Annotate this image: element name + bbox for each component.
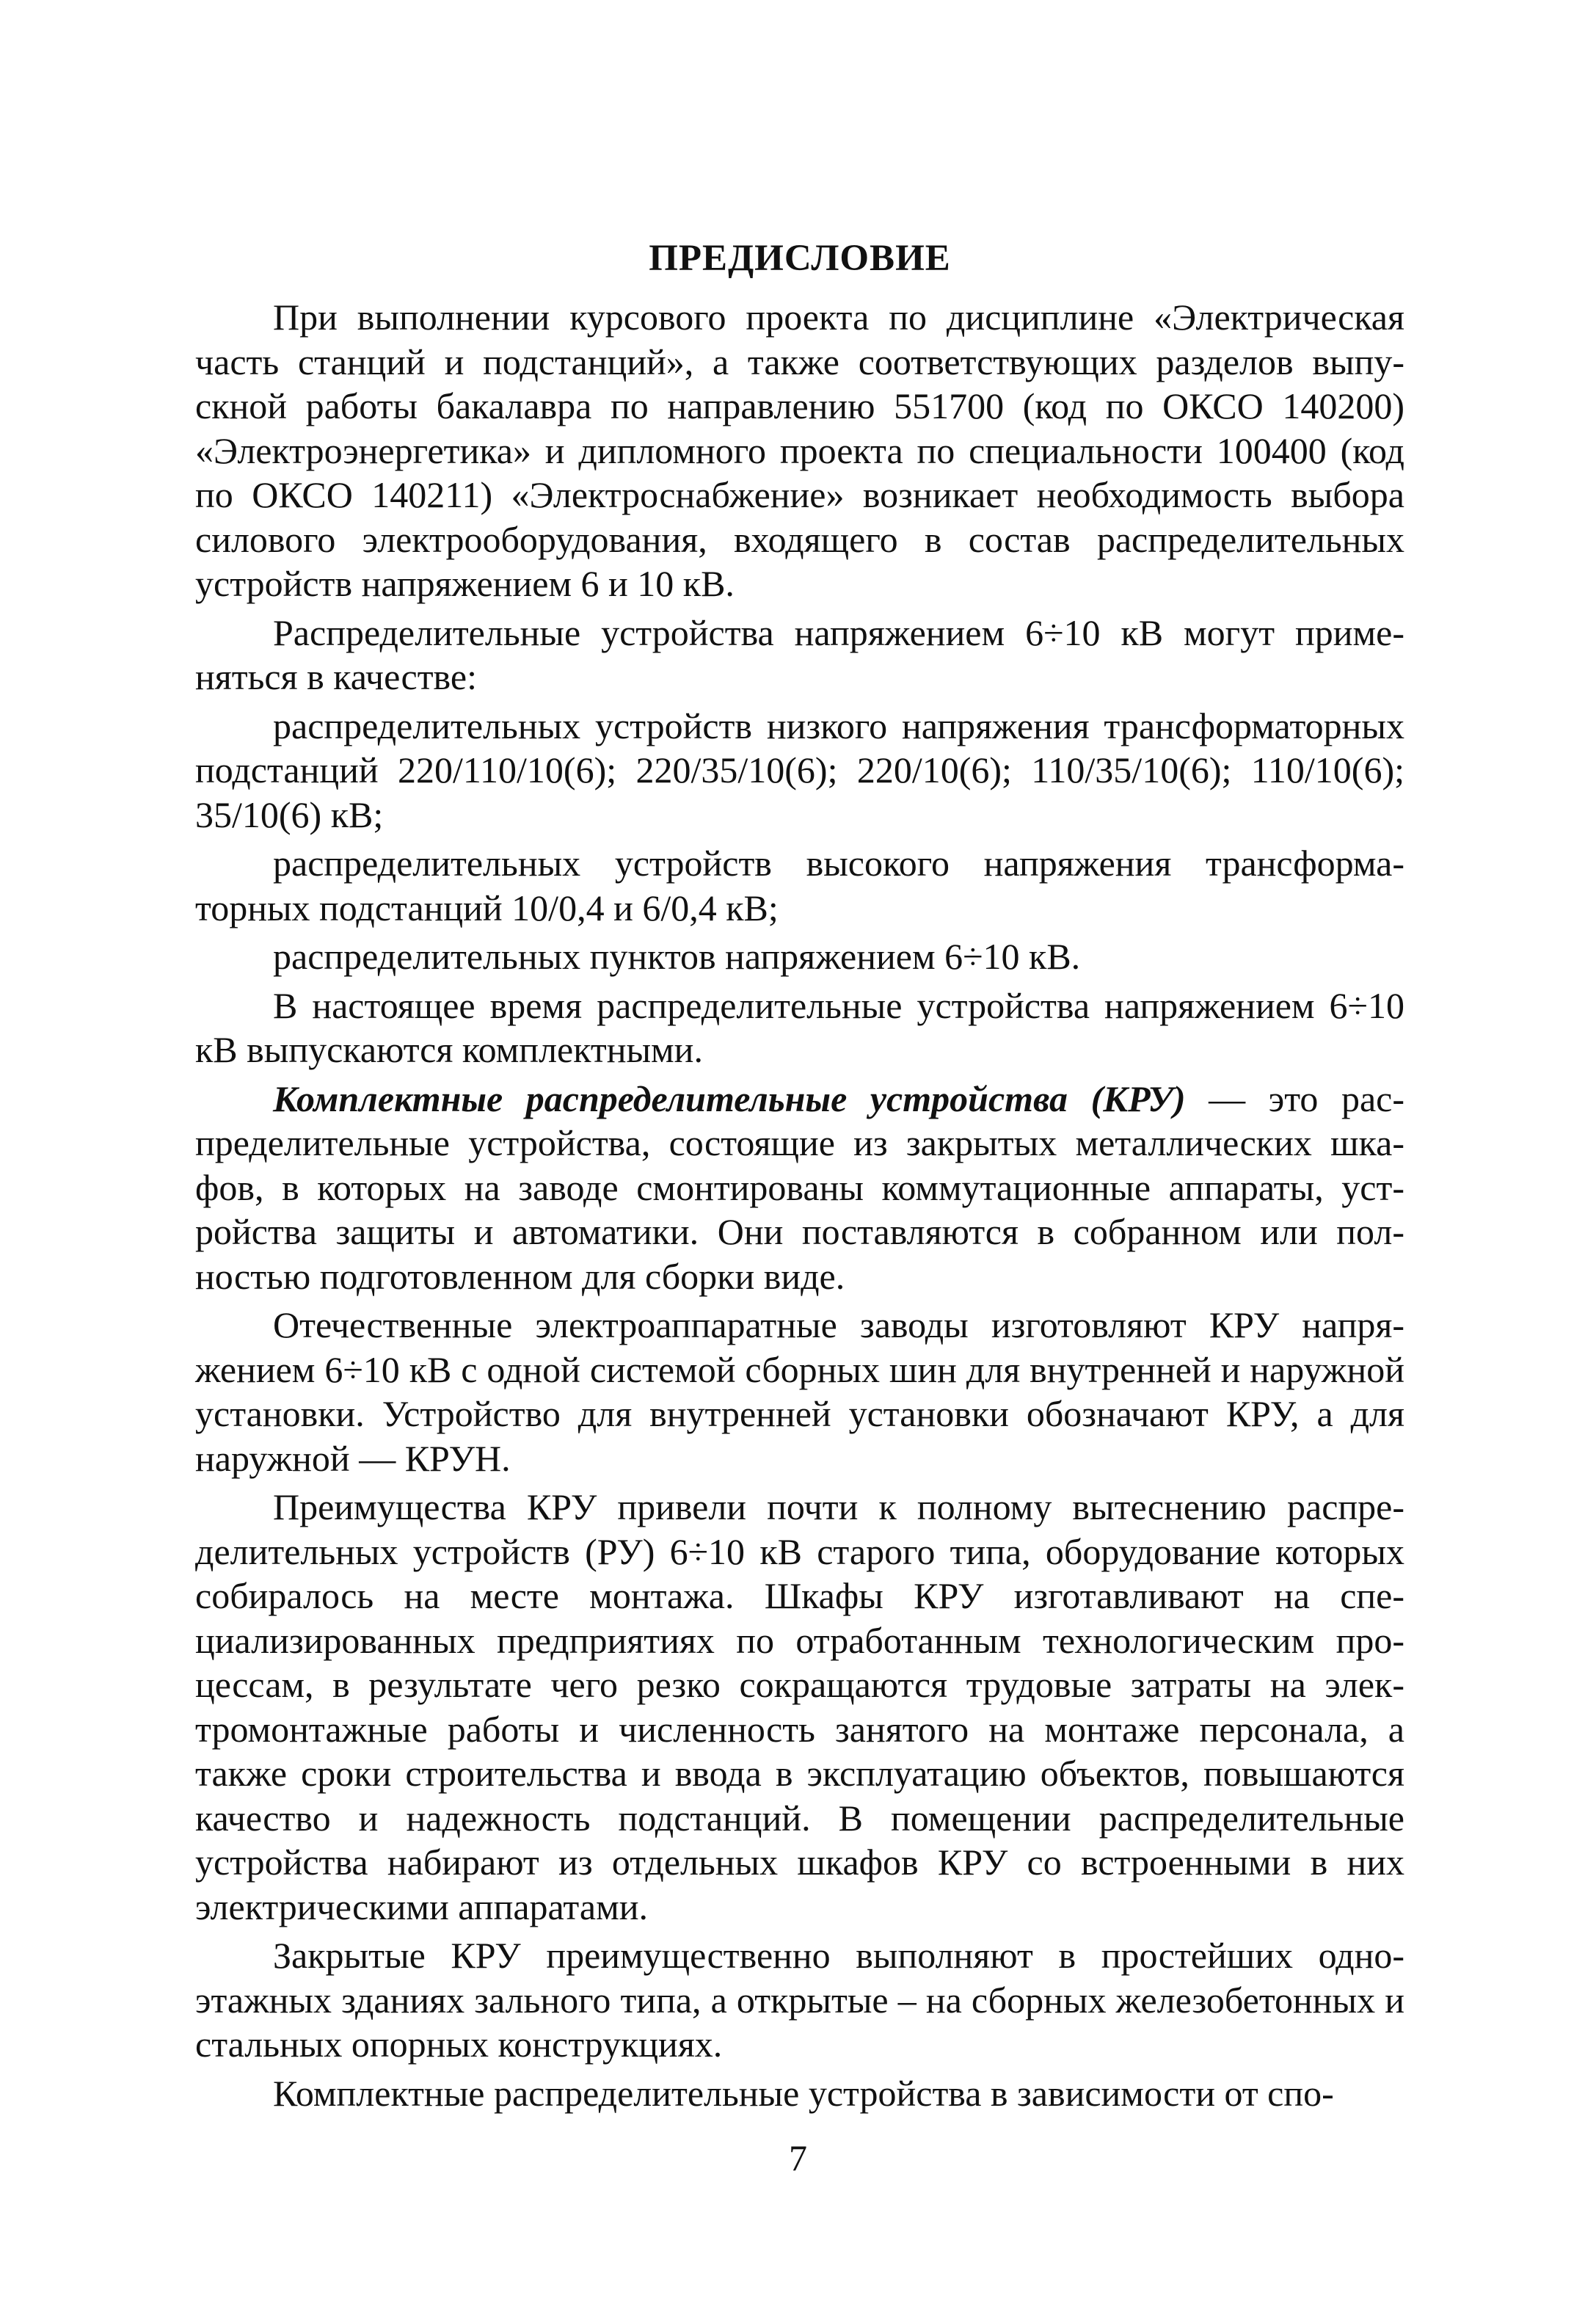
paragraph-6: В настоящее время распределительные устройства напряжением 6÷10 кВ выпускаются комплектными. [195, 984, 1404, 1070]
page-number: 7 [789, 2137, 807, 2178]
page-body [195, 236, 1404, 2120]
paragraph-8: Отечественные электроаппаратные заводы изготовляют КРУ напряжением 6÷10 кВ с одной системой сборных шин для внутренней и наружной установки. Устройство для внутренней установки обозначают КРУ, а для наружной — КРУН. [195, 1304, 1404, 1479]
paragraph-7 [195, 1077, 1404, 1299]
paragraph-4: распределительных устройств высокого напряжения трансформаторных подстанций 10/0,4 и 6/0,4 кВ; [195, 843, 1404, 928]
paragraph-3: распределительных устройств низкого напряжения трансформаторных подстанций 220/110/10(6); 220/35/10(6); 220/10(6); 110/35/10(6); 110/10(6); 35/10(6) кВ; [195, 705, 1404, 835]
paragraph-5: распределительных пунктов напряжением 6÷10 кВ. [273, 936, 1081, 977]
paragraph-1: При выполнении курсового проекта по дисциплине «Электрическая часть станций и подстанций», а также соответствующих разделов выпускной работы бакалавра по направлению 551700 (код по ОКСО 140200) «Электроэнергетика» и дипломного проекта по специальности 100400 (код по ОКСО 140211) «Электроснабжение» возникает необходимость выбора силового электрооборудования, входящего в состав распределительных устройств напряжением 6 и 10 кВ. [195, 297, 1404, 604]
paragraph-2: Распределительные устройства напряжением 6÷10 кВ могут применяться в качестве: [195, 611, 1404, 697]
term-kru-definition: — это распределительные устройства, состоящие из закрытых металлических шкафов, в которых на заводе смонтированы коммутационные аппараты, устройства защиты и автоматики. Они поставляются в собранном или полностью подготовленном для сборки виде. [195, 1077, 1404, 1297]
term-kru: Комплектные распределительные устройства (КРУ) [273, 1077, 1186, 1119]
paragraph-10: Закрытые КРУ преимущественно выполняют в простейших одноэтажных зданиях зального типа, а открытые – на сборных железобетонных и стальных опорных конструкциях. [195, 1935, 1404, 2065]
paragraph-9: Преимущества КРУ привели почти к полному вытеснению распределительных устройств (РУ) 6÷10 кВ старого типа, оборудование которых собиралось на месте монтажа. Шкафы КРУ изготавливают на специализированных предприятиях по отработанным технологическим процессам, в результате чего резко сокращаются трудовые затраты на электромонтажные работы и численность занятого на монтаже персонала, а также сроки строительства и ввода в эксплуатацию объектов, повышаются качество и надежность подстанций. В помещении распределительные устройства набирают из отдельных шкафов КРУ со встроенными в них электрическими аппаратами. [195, 1486, 1404, 1927]
paragraph-11: Комплектные распределительные устройства в зависимости от спо- [273, 2072, 1334, 2114]
page-title: ПРЕДИСЛОВИЕ [649, 238, 951, 279]
